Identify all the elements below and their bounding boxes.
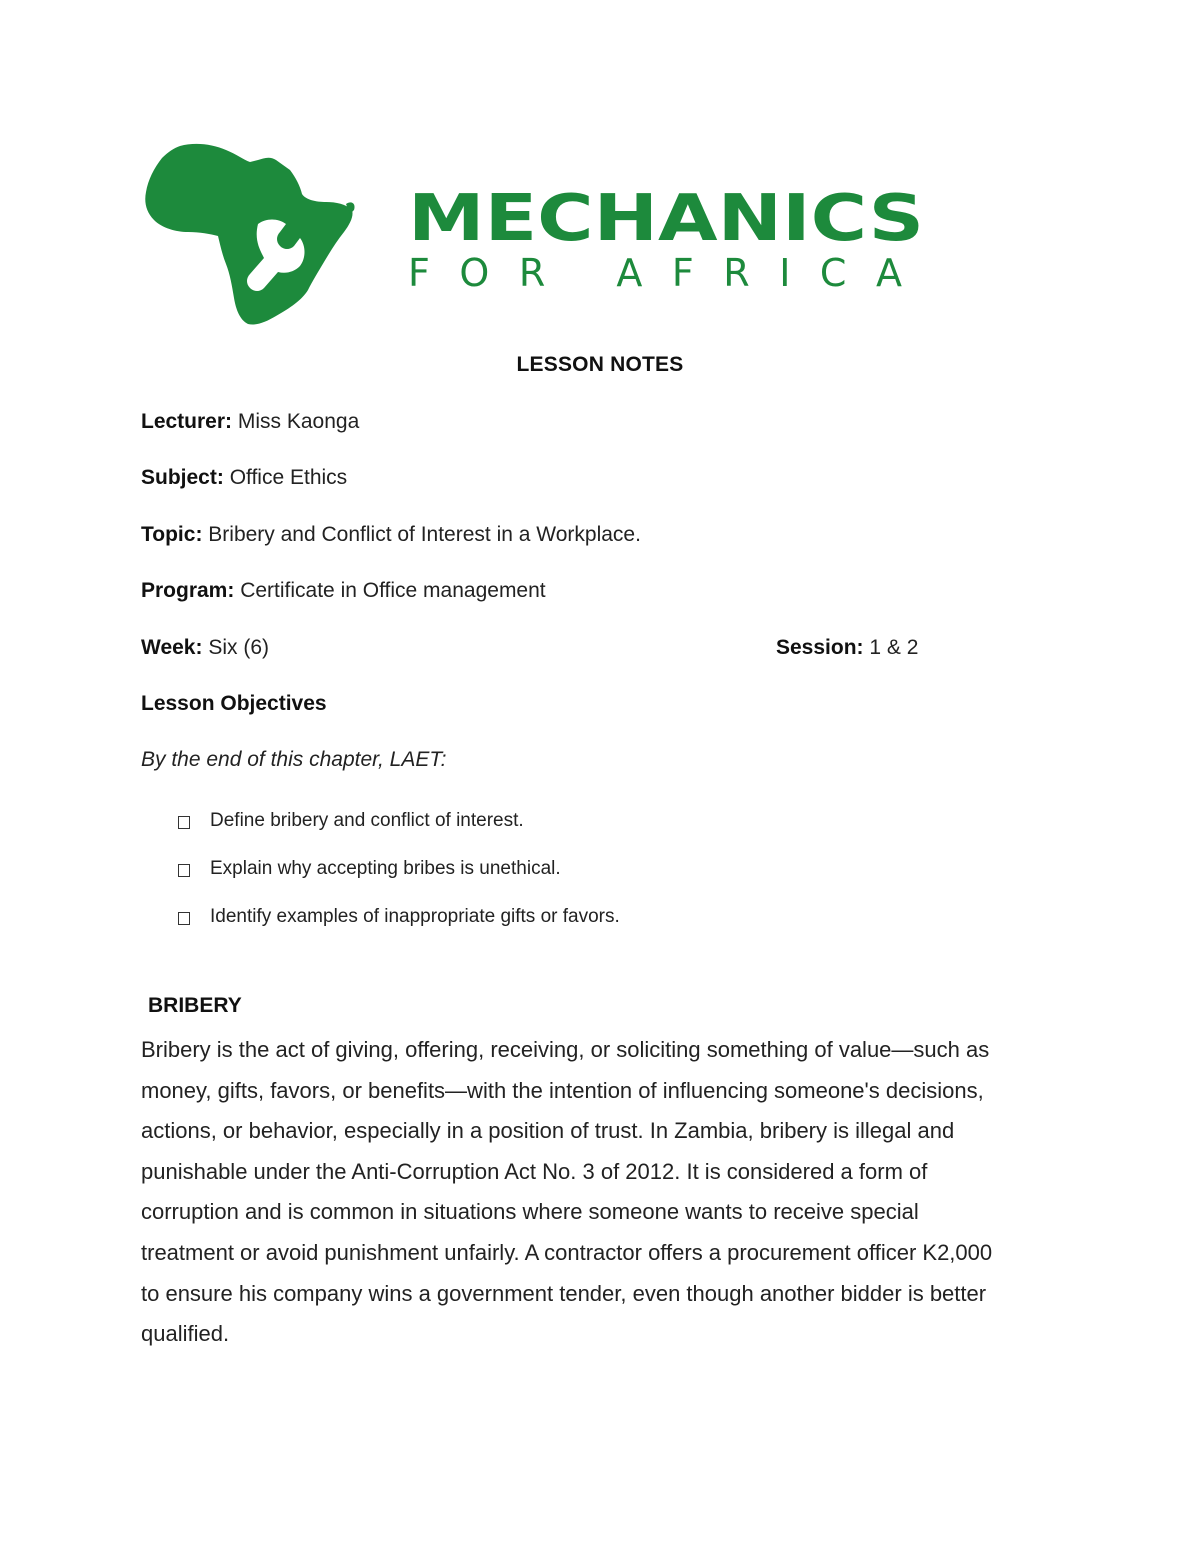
checkbox-bullet-icon (178, 816, 190, 829)
paragraph-line: punishable under the Anti-Corruption Act No. 3 of 2012. It is considered a form of (141, 1158, 928, 1184)
logo-graphic (140, 140, 940, 330)
objectives-heading: Lesson Objectives (141, 692, 327, 715)
subject-value: Office Ethics (229, 466, 348, 489)
list-item (178, 858, 620, 906)
paragraph-line: money, gifts, favors, or benefits—with the intention of influencing someone's decisions, (141, 1077, 984, 1103)
topic-value: Bribery and Conflict of Interest in a Workplace. (208, 523, 641, 546)
objectives-list (178, 810, 620, 954)
program-label: Program: (141, 579, 235, 602)
session-value: 1 & 2 (869, 636, 919, 659)
lecturer-label: Lecturer: (141, 410, 233, 433)
week-label: Week: (141, 636, 203, 659)
program-value: Certificate in Office management (240, 579, 546, 602)
paragraph-line: corruption and is common in situations where someone wants to receive special (141, 1199, 919, 1225)
objective-text: Identify examples of inappropriate gifts or favors. (210, 906, 620, 927)
list-item (178, 810, 620, 858)
program-field (141, 579, 546, 603)
paragraph-line: treatment or avoid punishment unfairly. A contractor offers a procurement officer K2,000 (141, 1239, 993, 1265)
paragraph-line: Bribery is the act of giving, offering, receiving, or soliciting something of value—such as (141, 1037, 990, 1062)
subject-label: Subject: (141, 466, 224, 489)
bribery-heading: BRIBERY (148, 994, 242, 1017)
objective-text: Explain why accepting bribes is unethical. (210, 858, 561, 879)
topic-field (141, 523, 641, 547)
objectives-intro: By the end of this chapter, LAET: (141, 748, 447, 771)
bribery-paragraph (141, 1030, 1081, 1355)
session-field (776, 636, 918, 660)
session-label: Session: (776, 636, 864, 659)
subject-field (141, 466, 347, 490)
document-title: LESSON NOTES (516, 353, 684, 376)
objective-text: Define bribery and conflict of interest. (210, 810, 524, 831)
paragraph-line: to ensure his company wins a government tender, even though another bidder is better (141, 1280, 987, 1306)
checkbox-bullet-icon (178, 864, 190, 877)
paragraph-line: actions, or behavior, especially in a position of trust. In Zambia, bribery is illegal and (141, 1118, 955, 1144)
week-value: Six (6) (208, 636, 270, 659)
logo-line-2: FOR AFRICA (408, 251, 922, 295)
topic-label: Topic: (141, 523, 203, 546)
lecturer-value: Miss Kaonga (237, 410, 360, 433)
week-field (141, 636, 269, 660)
logo-line-1: MECHANICS (408, 182, 924, 256)
africa-wrench-icon (145, 144, 354, 325)
checkbox-bullet-icon (178, 912, 190, 925)
paragraph-line: qualified. (141, 1321, 230, 1347)
list-item (178, 906, 620, 954)
lecturer-field (141, 410, 359, 434)
mechanics-for-africa-logo (140, 140, 940, 330)
